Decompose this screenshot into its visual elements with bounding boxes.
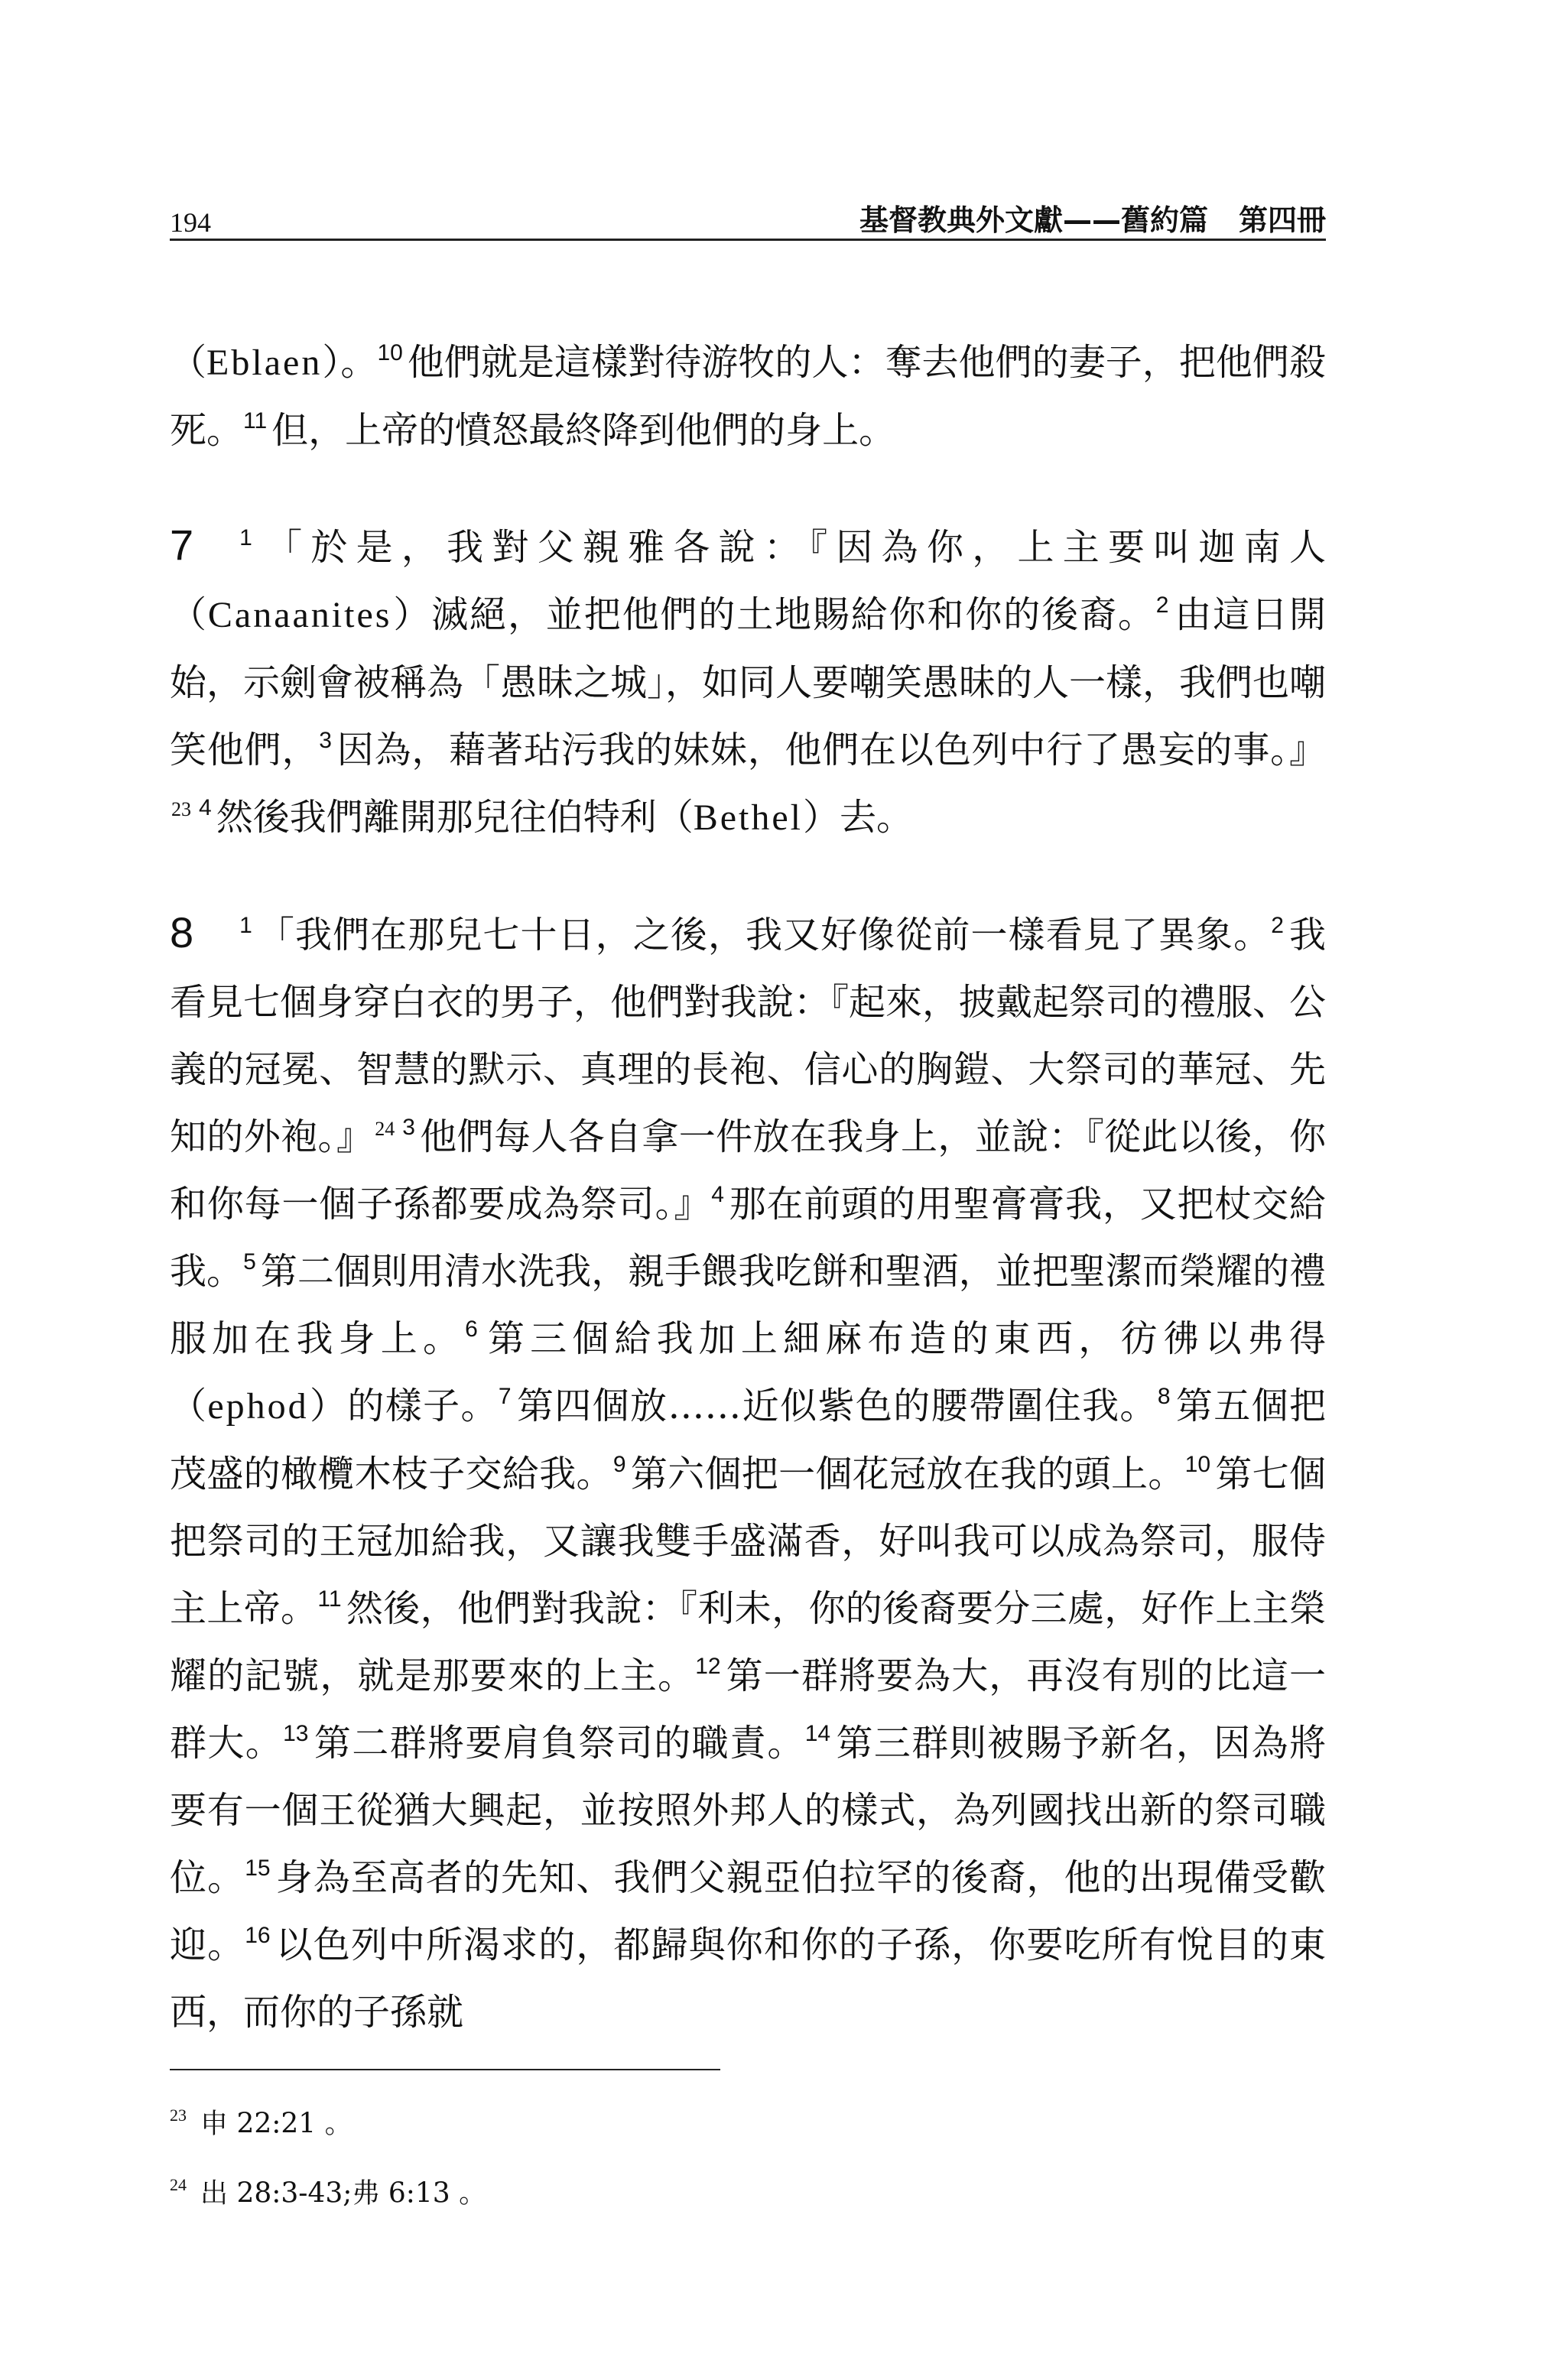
verse-number: 6 — [465, 1316, 478, 1342]
footnote-ref: 24 — [375, 1117, 395, 1140]
latin-term: Canaanites — [207, 595, 392, 635]
body-text: 他們就是這樣對待游牧的人：奪去他們的妻子，把他們殺死。 — [170, 341, 1326, 452]
verse-number: 10 — [377, 339, 403, 365]
body-text: 那在前頭的用聖膏膏我，又把杖交給我。 — [170, 1183, 1326, 1293]
body-text: ）的樣子。 — [308, 1385, 499, 1427]
body-text: 第七個把祭司的王冠加給我，又讓我雙手盛滿香，好叫我可以成為祭司，服侍主上帝。 — [170, 1453, 1326, 1630]
verse-number: 2 — [1155, 592, 1169, 618]
footnote-ref: 23 — [171, 797, 191, 820]
verse-number: 7 — [498, 1383, 512, 1409]
body-text: 第四個放……近似紫色的腰帶圍住我。 — [515, 1385, 1158, 1427]
verse-number: 3 — [319, 727, 332, 753]
footnote-rule — [170, 2069, 720, 2070]
body-text: 第一群將要為大，再沒有別的比這一群大。 — [170, 1654, 1326, 1765]
body-text: 第三群則被賜予新名，因為將要有一個王從猶大興起，並按照外邦人的樣式，為列國找出新的祭司職位。 — [170, 1722, 1326, 1899]
verse-number: 2 — [1271, 912, 1284, 938]
verse-number: 11 — [317, 1586, 342, 1612]
verse-number: 10 — [1184, 1451, 1211, 1477]
latin-term: Eblaen — [206, 343, 323, 383]
footnote-text: 申 22:21 。 — [200, 2108, 353, 2140]
page-number: 194 — [170, 207, 211, 238]
chapter-number: 7 — [170, 521, 194, 569]
verse-number: 13 — [283, 1720, 309, 1746]
volume-label: 第四冊 — [1238, 203, 1326, 237]
paragraph — [170, 329, 1326, 464]
body-text: ）。 — [322, 341, 378, 384]
body-text: ）滅絕，並把他們的土地賜給你和你的後裔。 — [392, 593, 1156, 636]
verse-number: 8 — [1157, 1383, 1171, 1409]
verse-number: 12 — [695, 1653, 721, 1679]
body-text: 他們每人各自拿一件放在我身上，並說：『從此以後，你和你每一個子孫都要成為祭司。』 — [170, 1115, 1326, 1226]
footnote — [170, 2166, 1326, 2213]
footnotes — [170, 2096, 1326, 2236]
chapter-number: 8 — [170, 908, 194, 956]
body-text: 身為至高者的先知、我們父親亞伯拉罕的後裔，他的出現備受歡迎。 — [170, 1856, 1326, 1966]
verse-number: 14 — [804, 1720, 831, 1746]
body-text: 第二個則用清水洗我，親手餵我吃餅和聖酒，並把聖潔而榮耀的禮服加在我身上。 — [170, 1250, 1326, 1360]
paragraph — [170, 899, 1326, 2046]
body-text: 第五個把茂盛的橄欖木枝子交給我。 — [170, 1385, 1326, 1495]
verse-number: 3 — [402, 1114, 415, 1140]
body-text: ）去。 — [803, 796, 914, 839]
verse-number: 9 — [612, 1451, 626, 1477]
verse-number: 11 — [243, 407, 268, 433]
paragraph — [170, 511, 1326, 852]
body-text: 因為，藉著玷污我的妹妹，他們在以色列中行了愚妄的事。』 — [336, 729, 1326, 771]
body-text: 「於是，我對父親雅各說：『因為你，上主要叫迦南人（ — [170, 526, 1326, 636]
verse-number: 1 — [239, 524, 252, 550]
body-text: 第六個把一個花冠放在我的頭上。 — [630, 1453, 1185, 1495]
body-text: 但，上帝的憤怒最終降到他們的身上。 — [271, 409, 896, 452]
footnote-mark: 23 — [170, 2106, 187, 2125]
body-text: 第二群將要肩負祭司的職責。 — [313, 1722, 805, 1765]
body-text: 然後我們離開那兒往伯特利（ — [216, 796, 694, 839]
header-rule — [170, 239, 1326, 241]
main-text — [170, 329, 1326, 2046]
body-text: 以色列中所渴求的，都歸與你和你的子孫，你要吃所有悅目的東西，而你的子孫就 — [170, 1924, 1326, 2034]
verse-number: 4 — [199, 794, 212, 820]
verse-number: 1 — [239, 912, 252, 938]
footnote-mark: 24 — [170, 2175, 187, 2195]
verse-number: 15 — [245, 1855, 271, 1881]
body-text: 由這日開始，示劍會被稱為「愚昧之城」，如同人要嘲笑愚昧的人一樣，我們也嘲笑他們， — [170, 593, 1327, 771]
verse-number: 5 — [243, 1248, 256, 1274]
body-text: 「我們在那兒七十日，之後，我又好像從前一樣看見了異象。 — [256, 914, 1272, 956]
series-title: 基督教典外文獻——舊約篇 — [859, 203, 1208, 237]
latin-term: ephod — [207, 1386, 309, 1427]
body-text: 我看見七個身穿白衣的男子，他們對我說：『起來，披戴起祭司的禮服、公義的冠冕、智慧的默示、真理的長袍、信心的胸鎧、大祭司的華冠、先知的外袍。』 — [170, 914, 1327, 1158]
verse-number: 16 — [245, 1922, 271, 1948]
running-header — [170, 197, 1326, 243]
verse-number: 4 — [711, 1181, 724, 1207]
running-title — [859, 196, 1326, 239]
latin-term: Bethel — [693, 797, 803, 838]
footnote-text: 出 28:3-43;弗 6:13 。 — [200, 2177, 487, 2210]
body-text: 然後，他們對我說：『利未，你的後裔要分三處，好作上主榮耀的記號，就是那要來的上主。 — [170, 1587, 1326, 1697]
footnote — [170, 2096, 1326, 2143]
body-text: 第三個給我加上細麻布造的東西，彷彿以弗得（ — [170, 1317, 1326, 1427]
body-text: （ — [170, 341, 207, 384]
